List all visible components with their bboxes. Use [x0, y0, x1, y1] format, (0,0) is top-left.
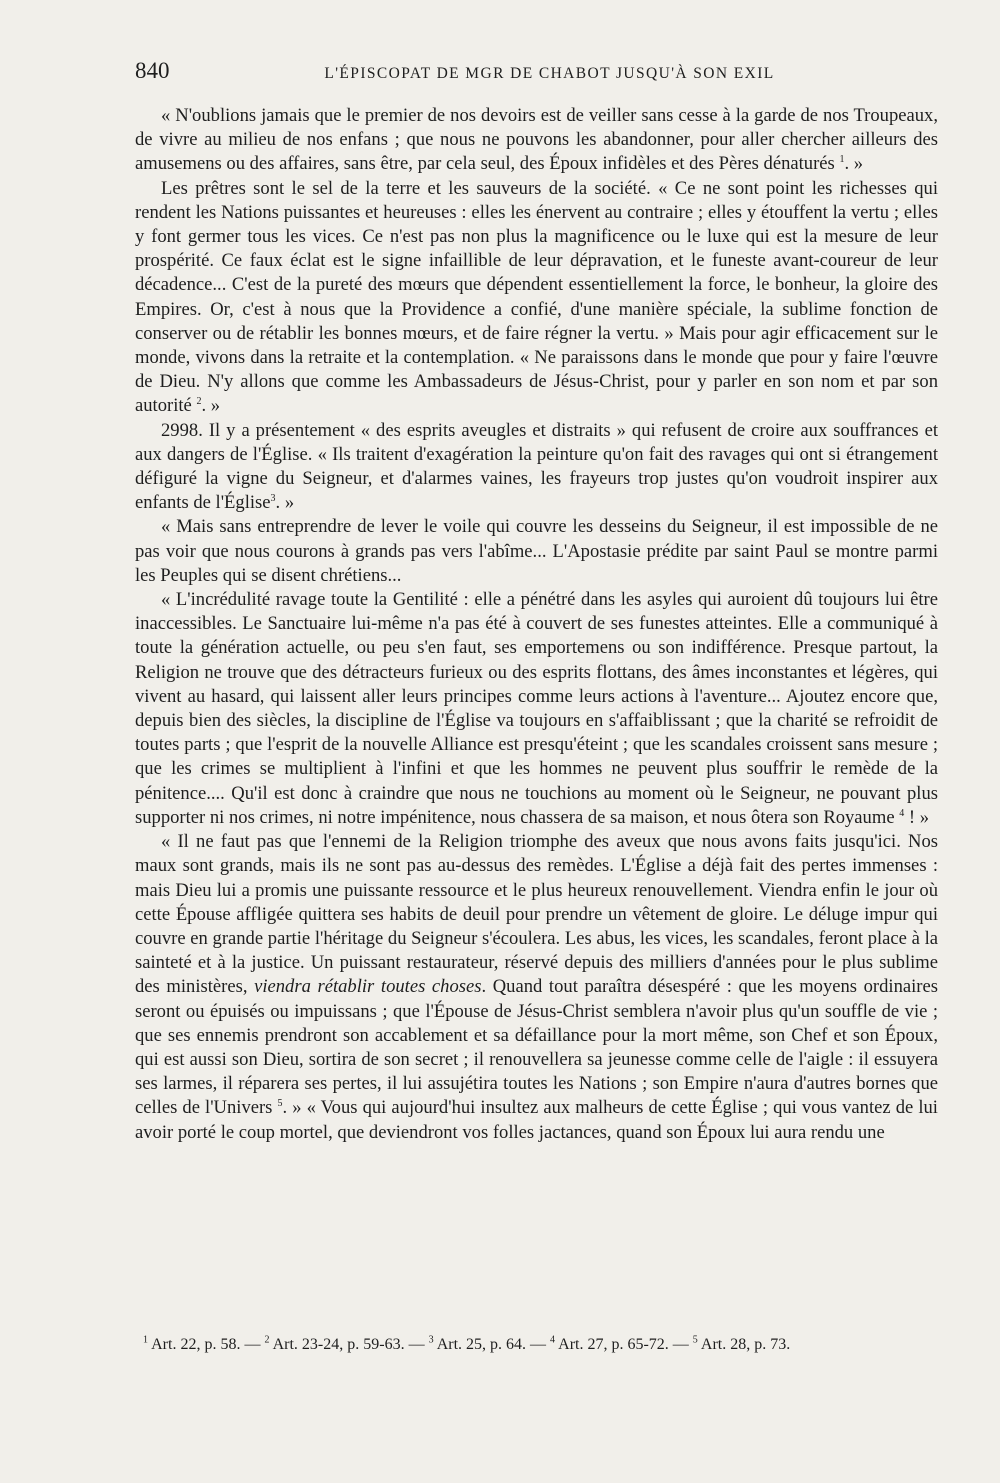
footnote-number: 2 [264, 1334, 270, 1346]
footnote-number: 4 [550, 1334, 556, 1346]
footnote [264, 1336, 428, 1353]
footnote-text: Art. 25, p. 64. — [436, 1336, 551, 1353]
paragraph: « N'oublions jamais que le premier de nos devoirs est de veiller sans cesse à la garde de nos Troupeaux, de vivre au milieu de nos enfans ; que nous ne pouvons les abandonner, pour aller chercher ailleurs des amusemens ou des affaires, sans être, par cela seul, des Époux infidèles et des Pères dénaturés $^1$. » [135, 105, 938, 175]
footnote [693, 1336, 790, 1353]
footnote-text: Art. 27, p. 65-72. — [558, 1336, 693, 1353]
footnote-text: Art. 23-24, p. 59-63. — [272, 1336, 429, 1353]
footnote-text: Art. 28, p. 73. [700, 1336, 791, 1353]
footnote-number: 5 [692, 1334, 698, 1346]
paragraph: « Mais sans entreprendre de lever le voile qui couvre les desseins du Seigneur, il est impossible de ne pas voir que nous courons à grands pas vers l'abîme... L'Apostasie prédite par saint Paul se montre parmi les Peuples qui se disent chrétiens... [135, 516, 938, 586]
paragraph: 2998. Il y a présentement « des esprits aveugles et distraits » qui refusent de croire aux souffrances et aux dangers de l'Église. « Ils traitent d'exagération la peinture qu'on fait des ravages qui ont si étrangement défiguré la vigne du Seigneur, et d'alarmes vaines, les frayeurs trop justes qu'on voudroit inspirer aux enfants de l'Église$^3$. » [135, 419, 938, 514]
paragraph: Les prêtres sont le sel de la terre et les sauveurs de la société. « Ce ne sont point les richesses qui rendent les Nations puissantes et heureuses : elles les énervent au contraire ; elles y étouffent la vertu ; elles y font germer tous les vices. Ce n'est pas non plus la magnificence ou le luxe qui est la mesure de leur prospérité. Ce faux éclat est le signe infaillible de leur dépravation, et le funeste avant-coureur de leur décadence... C'est de la pureté des mœurs que dépendent essentiellement la force, le bonheur, la gloire des Empires. Or, c'est à nous que la Providence a confié, d'une manière spéciale, la sublime fonction de conserver ou de rétablir les bonnes mœurs, et de faire régner la vertu. » Mais pour agir efficacement sur le monde, vivons dans la retraite et la contemplation. « Ne paraissons dans le monde que pour y faire l'œuvre de Dieu. N'y allons que comme les Ambassadeurs de Jésus-Christ, pour y parler en son nom et par son autorité $^2$. » [135, 177, 938, 417]
footnote [550, 1336, 693, 1353]
footnote-text: Art. 22, p. 58. — [151, 1336, 265, 1353]
footnote [143, 1336, 264, 1353]
footnotes [143, 1334, 938, 1356]
paragraph: « Il ne faut pas que l'ennemi de la Religion triomphe des aveux que nous avons faits jusqu'ici. Nos maux sont grands, mais ils ne sont pas au-dessus des remèdes. L'Église a déjà fait des pertes immenses : mais Dieu lui a promis une puissante ressource et le plus heureux renouvellement. Viendra enfin le jour où cette Épouse affligée quittera ses habits de deuil pour prendre un vêtement de gloire. Le déluge impur qui couvre en grande partie l'héritage du Seigneur s'écoulera. Les abus, les vices, les scandales, feront place à la sainteté et à la justice. Un puissant restaurateur, réservé depuis des milliers d'années pour le plus sublime des ministères, viendra rétablir toutes choses. Quand tout paraîtra désespéré : que les moyens ordinaires seront ou épuisés ou impuissans ; que l'Épouse de Jésus-Christ semblera n'avoir plus qu'un souffle de vie ; que ses ennemis prendront son accablement et sa défaillance pour la mort même, son Chef et son Époux, qui est aussi son Dieu, sortira de son secret ; il renouvellera sa jeunesse comme celle de l'aigle : il essuyera ses larmes, il réparera ses pertes, il lui assujétira toutes les Nations ; son Empire n'aura d'autres bornes que celles de l'Univers $^5$. » « Vous qui aujourd'hui insultez aux malheurs de cette Église ; qui vous vantez de lui avoir porté le coup mortel, que deviendront vos folles jactances, quand son Époux lui aura rendu une [135, 831, 938, 1143]
footnote-number: 3 [428, 1334, 434, 1346]
page-number: 840 [135, 58, 170, 83]
paragraph: « L'incrédulité ravage toute la Gentilité : elle a pénétré dans les asyles qui auroient dû toujours lui être inaccessibles. Le Sanctuaire lui-même n'a pas été à couvert de ses funestes atteintes. Elle a communiqué à toute la génération actuelle, ou peu s'en faut, ses emportemens ou son indifférence. Presque partout, la Religion ne trouve que des détracteurs furieux ou des esprits flottans, des âmes inconstantes et légères, qui vivent au hasard, qui laissent aller leurs principes comme leurs actions à l'aventure... Ajoutez encore que, depuis bien des siècles, la discipline de l'Église va toujours en s'affaiblissant ; que la charité se refroidit de toutes parts ; que l'esprit de la nouvelle Alliance est presqu'éteint ; que les scandales croissent sans mesure ; que les crimes se multiplient à l'infini et que les hommes ne peuvent plus souffrir le remède de la pénitence.... Qu'il est donc à craindre que nous ne touchions au moment où le Seigneur, ne pouvant plus supporter ni nos crimes, ni notre impénitence, nous chassera de sa maison, et nous ôtera son Royaume $^4$ ! » [135, 589, 938, 828]
running-head: L'ÉPISCOPAT DE MGR DE CHABOT JUSQU'À SON EXIL [324, 65, 775, 82]
footnote [429, 1336, 550, 1353]
footnote-number: 1 [143, 1334, 148, 1346]
page-header [135, 58, 938, 98]
body-text [135, 104, 938, 1145]
